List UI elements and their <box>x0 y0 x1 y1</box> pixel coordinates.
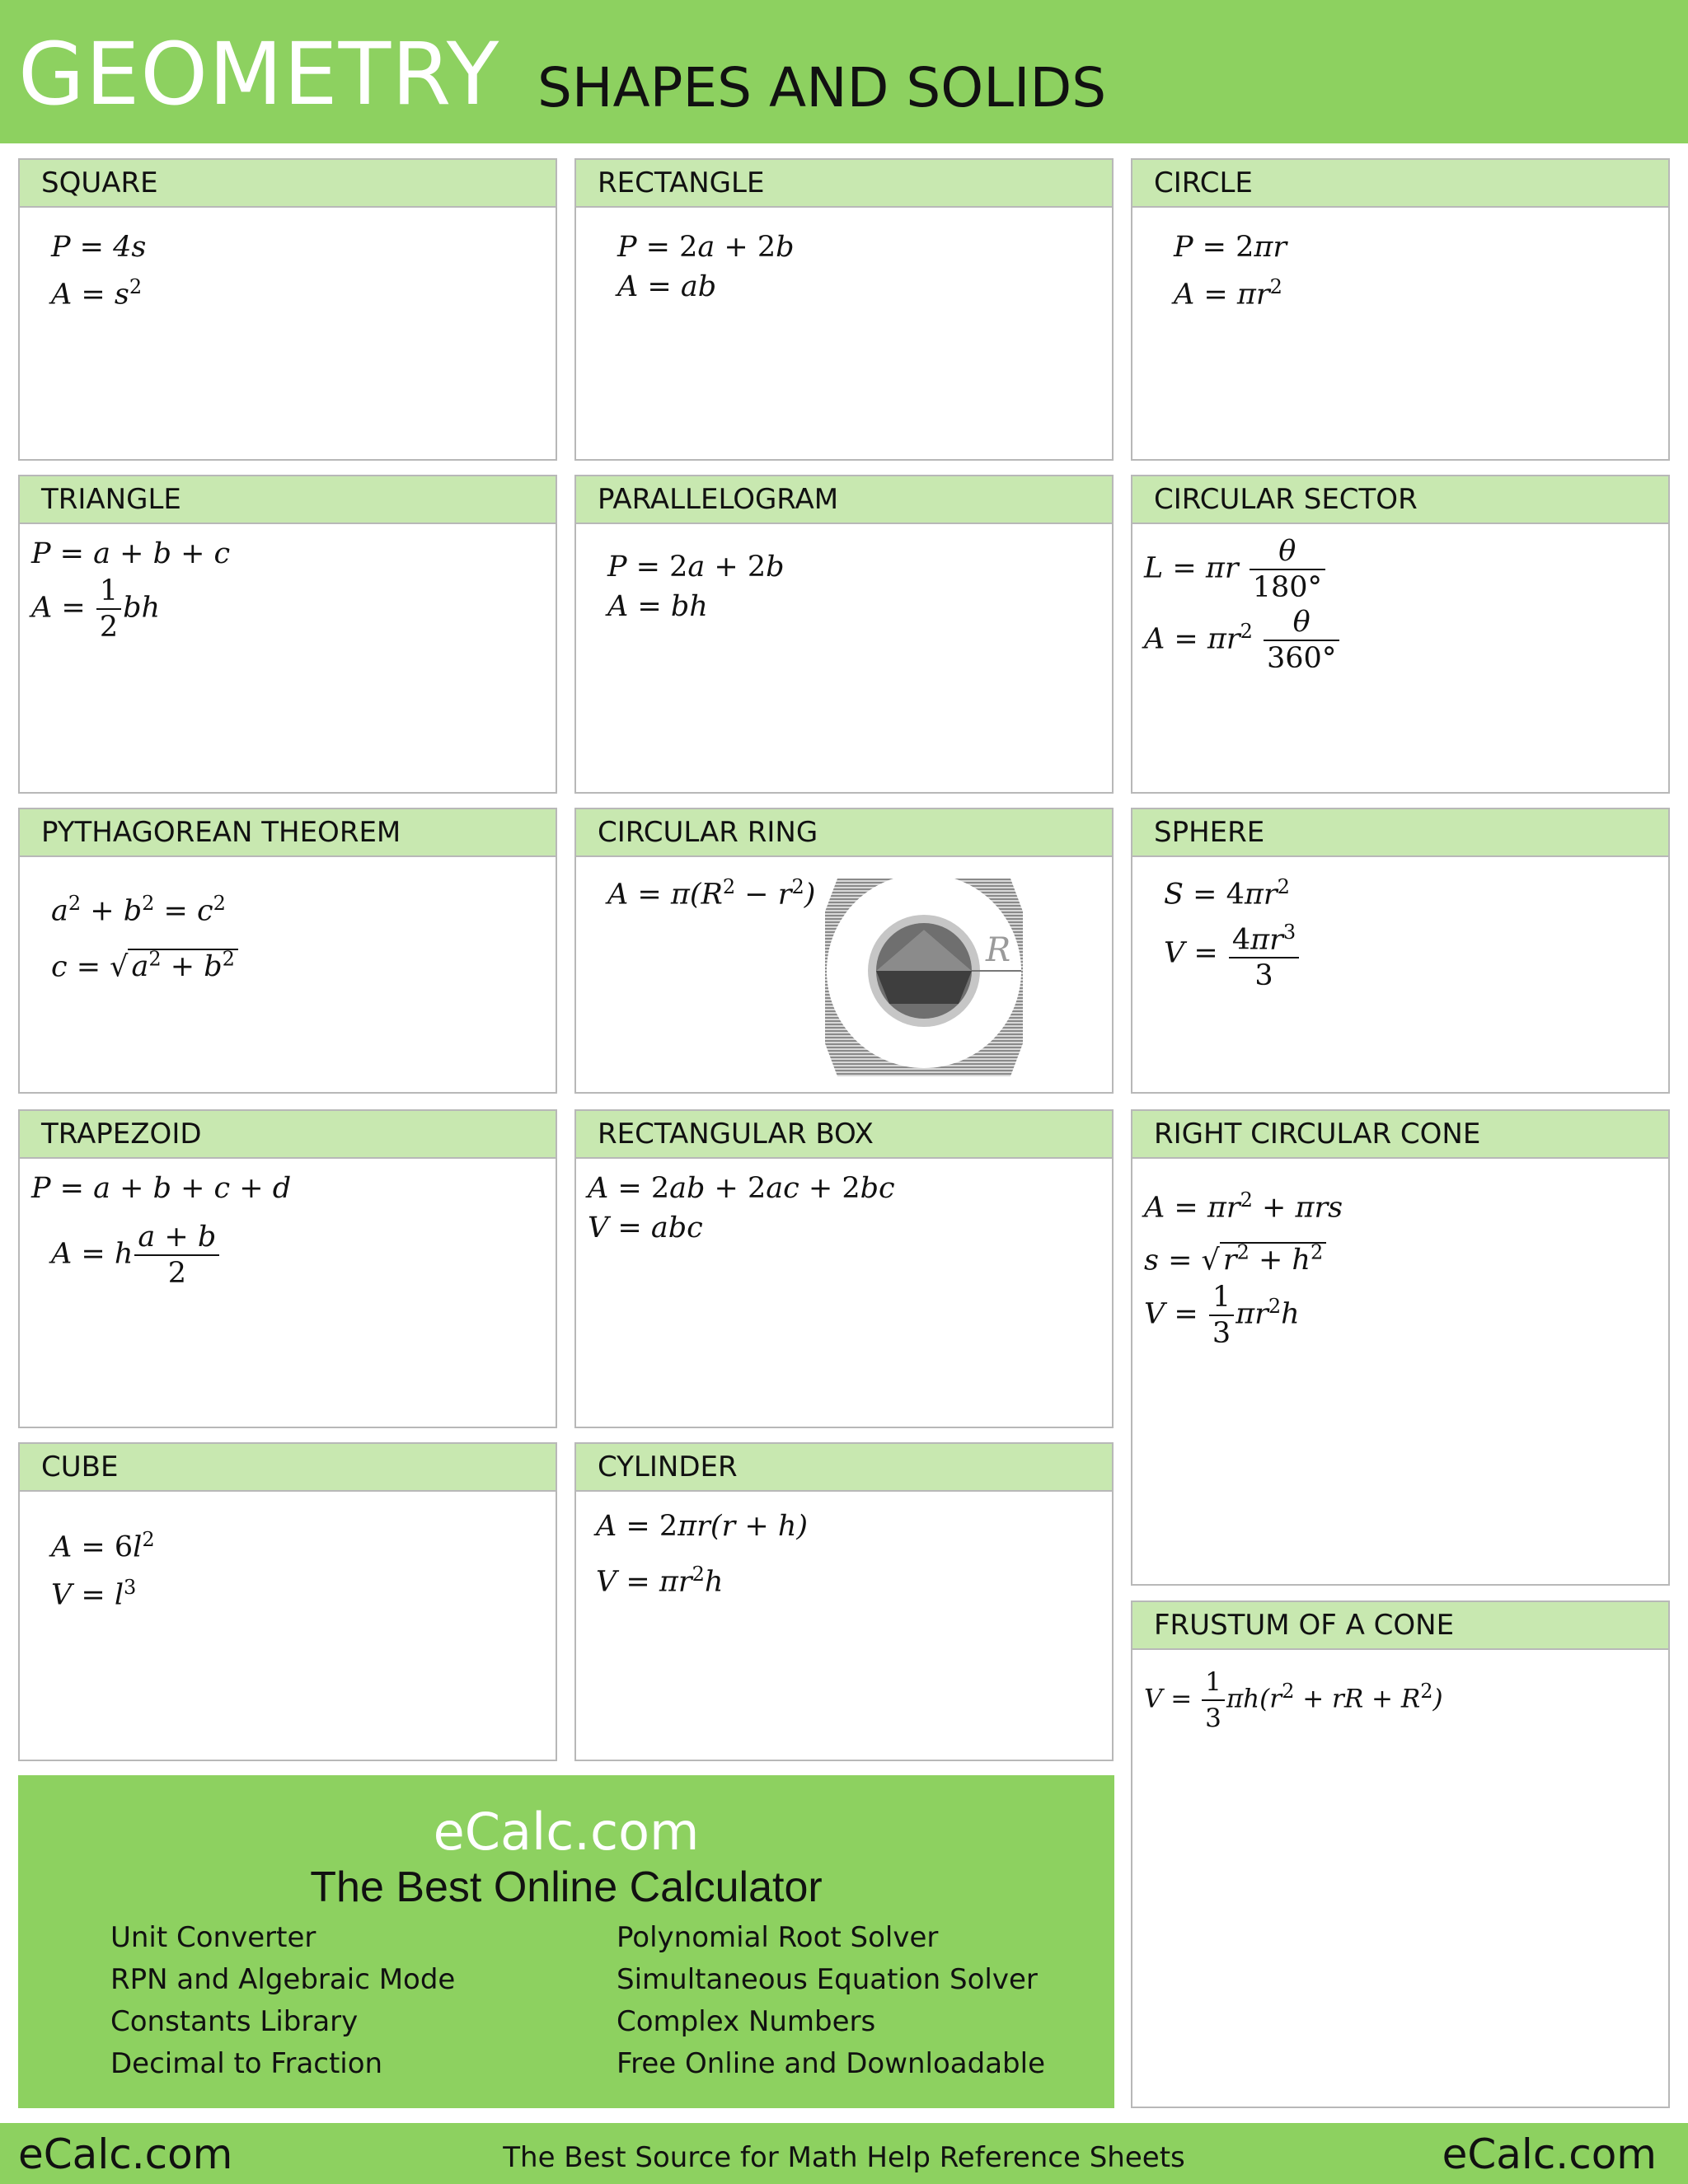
footer-site-right[interactable]: eCalc.com <box>1442 2130 1657 2178</box>
card-rectangle <box>574 158 1114 461</box>
card-title: CIRCULAR SECTOR <box>1132 476 1668 524</box>
card-frustum <box>1131 1601 1670 2108</box>
card-rectangular-box <box>574 1109 1114 1428</box>
card-trapezoid <box>18 1109 557 1428</box>
formula-pythagorean: $a^2 + b^2 = c^2$ c = √ $a^2 + b^2$ <box>51 883 238 987</box>
feature-item: Free Online and Downloadable <box>617 2047 1045 2080</box>
card-title: CYLINDER <box>576 1444 1112 1492</box>
formula-cylinder: A = 2πr(r + h) $V = \pi r^2h$ <box>596 1510 809 1599</box>
formula-trapezoid: P = a + b + c + d A = h $\frac{a + b}{2}$ <box>31 1172 292 1290</box>
card-circular-sector <box>1131 475 1670 794</box>
promo-banner <box>18 1775 1114 2108</box>
feature-item: Constants Library <box>110 2005 359 2038</box>
formula-triangle: P = a + b + c A = $\frac{1}{2}$ bh <box>31 537 231 644</box>
feature-item: Unit Converter <box>110 1921 316 1954</box>
card-title: SQUARE <box>20 160 556 208</box>
feature-item: RPN and Algebraic Mode <box>110 1963 456 1996</box>
card-title: TRIANGLE <box>20 476 556 524</box>
card-title: RIGHT CIRCULAR CONE <box>1132 1111 1668 1159</box>
feature-item: Polynomial Root Solver <box>617 1921 939 1954</box>
card-square <box>18 158 557 461</box>
formula-frustum: V = $\frac{1}{3}$ $\pi h(r^2$ + rR + $R^2$) <box>1144 1665 1443 1736</box>
card-circle <box>1131 158 1670 461</box>
formula-sphere: $S = 4\pi r^2$ V = $\frac{4\pi r^3}{3}$ <box>1164 867 1301 993</box>
feature-item: Complex Numbers <box>617 2005 876 2038</box>
formula-rectangle: P = 2a + 2b A = ab <box>617 231 795 303</box>
circular-ring-illustration <box>821 879 1027 1076</box>
footer-site-left[interactable]: eCalc.com <box>18 2130 233 2178</box>
card-parallelogram <box>574 475 1114 794</box>
card-title: TRAPEZOID <box>20 1111 556 1159</box>
page-footer <box>0 2123 1688 2184</box>
card-title: CIRCULAR RING <box>576 809 1112 857</box>
page-title: GEOMETRY <box>18 24 500 124</box>
card-title: RECTANGLE <box>576 160 1112 208</box>
ring-radius-label: R <box>986 931 1011 969</box>
card-triangle <box>18 475 557 794</box>
card-title: PARALLELOGRAM <box>576 476 1112 524</box>
feature-item: Simultaneous Equation Solver <box>617 1963 1038 1996</box>
formula-circle: P = 2πr $A = \pi r^2$ <box>1174 231 1287 312</box>
formula-right-circular-cone: $A = \pi r^2 + \pi rs$ s = √ $r^2 + h^2$ V = $\frac{1}{3}$ $\pi r^2h$ <box>1144 1188 1343 1351</box>
promo-tagline: The Best Online Calculator <box>310 1863 823 1911</box>
formula-square: P = 4s $A = s^2$ <box>51 231 147 312</box>
page-header <box>0 0 1688 143</box>
card-sphere <box>1131 808 1670 1094</box>
feature-item: Decimal to Fraction <box>110 2047 383 2080</box>
card-title: CUBE <box>20 1444 556 1492</box>
footer-tagline: The Best Source for Math Help Reference Sheets <box>503 2141 1185 2174</box>
card-right-circular-cone <box>1131 1109 1670 1586</box>
formula-cube: $A = 6l^2$ $V = l^3$ <box>51 1528 155 1612</box>
promo-site[interactable]: eCalc.com <box>433 1802 700 1862</box>
card-cube <box>18 1442 557 1761</box>
card-title: FRUSTUM OF A CONE <box>1132 1602 1668 1650</box>
page-subtitle: SHAPES AND SOLIDS <box>537 56 1107 120</box>
formula-circular-sector: L = πr $\frac{\theta}{180^\circ}$ $A = \pi r^2$ $\frac{\theta}{360^\circ}$ <box>1144 534 1341 676</box>
card-title: RECTANGULAR BOX <box>576 1111 1112 1159</box>
formula-parallelogram: P = 2a + 2b A = bh <box>607 551 785 623</box>
card-title: CIRCLE <box>1132 160 1668 208</box>
card-title: PYTHAGOREAN THEOREM <box>20 809 556 857</box>
card-cylinder <box>574 1442 1114 1761</box>
card-title: SPHERE <box>1132 809 1668 857</box>
formula-circular-ring: $A = \pi(R^2 - r^2)$ <box>607 875 816 912</box>
card-pythagorean <box>18 808 557 1094</box>
formula-rectangular-box: A = 2ab + 2ac + 2bc V = abc <box>588 1172 895 1244</box>
